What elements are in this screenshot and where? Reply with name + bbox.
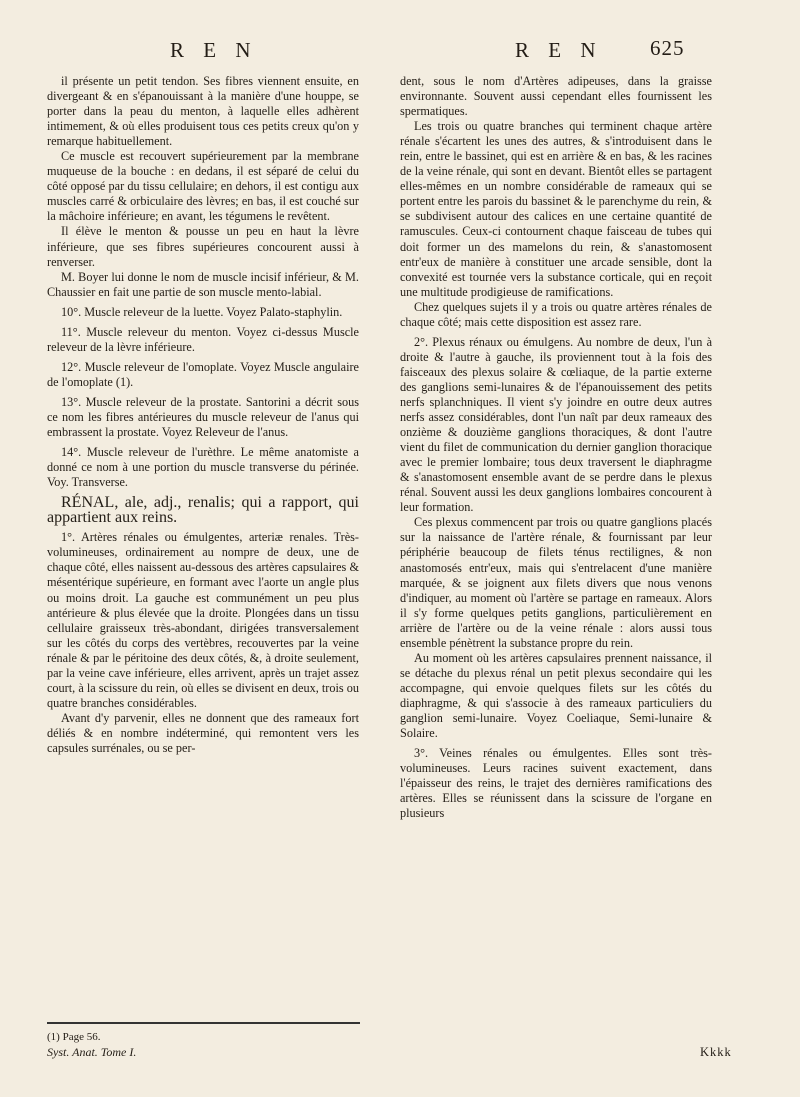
footnote: (1) Page 56. — [47, 1031, 101, 1043]
entry-muscle-prostate: 13°. Muscle releveur de la prostate. Santorini a décrit sous ce nom les fibres antérieures du muscle releveur de l'anus qui embrassent la prostate. Voyez Releveur de l'anus. — [47, 394, 359, 440]
catchword: Kkkk — [700, 1045, 732, 1059]
signature-mark: Syst. Anat. Tome I. — [47, 1045, 137, 1059]
paragraph: Chez quelques sujets il y a trois ou quatre artères rénales de chaque côté; mais cette disposition est assez rare. — [400, 299, 712, 329]
paragraph: M. Boyer lui donne le nom de muscle incisif inférieur, & M. Chaussier en fait une partie de son muscle mento-labial. — [47, 269, 359, 299]
entry-veines-renales: 3°. Veines rénales ou émulgentes. Elles sont très-volumineuses. Leurs racines suivent exactement, dans l'épaisseur des reins, le trajet des dernières ramifications des artères. Elles se réunissent dans la scissure de l'organe en plusieurs — [400, 746, 712, 821]
footnote-rule — [47, 1022, 360, 1024]
right-running-head: R E N — [515, 38, 603, 62]
paragraph: Ces plexus commencent par trois ou quatre ganglions placés sur la naissance de l'artère rénale, & fournissant par leur périphérie beaucoup de filets ténus rectilignes, & non anastomosés entr'eux, mais qui s'entrelacent d'une manière marquée, & se joignent aux filets divers que nous venons d'indiquer, au moment où l'artère se partage en rameaux. Alors il s'y forme quelques petits ganglions, particulièrement en arrière de l'artère ou de la veine rénale : alors aussi tous ensemble pénètrent la substance propre du rein. — [400, 515, 712, 650]
left-running-head: R E N — [170, 38, 258, 62]
entry-muscle-urethre: 14°. Muscle releveur de l'urèthre. Le même anatomiste a donné ce nom à une portion du muscle transverse du périnée. Voy. Transverse. — [47, 445, 359, 490]
entry-arteres-renales: 1°. Artères rénales ou émulgentes, arteriæ renales. Très-volumineuses, ordinairement au nompre de deux, une de chaque côté, elles naissent au-dessous des artères capsulaires & mésentérique supérieure, en formant avec l'aorte un angle plus ou moins droit. La gauche est communément un peu plus antérieure & plus élevée que la droite. Plongées dans un tissu cellulaire graisseux très-abondant, dirigées transversalement sur les côtés du corps des vertèbres, recouvertes par la veine rénale & par le péritoine des deux côtés, &, à droite seulement, par la veine cave inférieure, elles arrivent, après un trajet assez court, à la scissure du rein, où elles se divisent en deux, trois ou quatre branches considérables. — [47, 530, 359, 710]
paragraph: il présente un petit tendon. Ses fibres viennent ensuite, en divergeant & en s'épanouissant à la manière d'une houppe, se porter dans la peau du menton, à laquelle elles adhèrent intimement, & où elles produisent tous ces petits creux qu'on y remarque habituellement. — [47, 74, 359, 149]
paragraph: dent, sous le nom d'Artères adipeuses, dans la graisse environnante. Souvent aussi cependant elles fournissent les spermatiques. — [400, 74, 712, 119]
paragraph: Au moment où les artères capsulaires prennent naissance, il se détache du plexus rénal un petit plexus secondaire qui les accompagne, qui envoie quelques filets sur les côtés du diaphragme, & qui s'associe à des rameaux particuliers du ganglion semi-lunaire. Voyez Coeliaque, Semi-lunaire & Solaire. — [400, 650, 712, 741]
paragraph: Les trois ou quatre branches qui terminent chaque artère rénale s'écartent les unes des autres, & s'introduisent dans le rein, entre le bassinet, qui est en arrière & en bas, & les racines de la veine rénale, qui sont en devant. Bientôt elles se partagent elles-mêmes en un nombre considérable de rameaux qui se portent entre les parois du bassinet & le parenchyme du rein, & se subdivisent autour des calices en une certaine quantité de ramuscules. Ceux-ci contournent chaque faisceau de tubes qui doit former un des mamelons du rein, & s'anastomosent entr'eux de manière à constituer une arcade sensible, dont la convexité est tournée vers la substance corticale, qui en reçoit une multitude prodigieuse de ramifications. — [400, 119, 712, 299]
headword-renal: RÉNAL, ale, adj., renalis; qui a rapport, qui appartient aux reins. — [47, 494, 359, 527]
entry-muscle-menton: 11°. Muscle releveur du menton. Voyez ci-dessus Muscle releveur de la lèvre inférieure. — [47, 324, 359, 354]
paragraph: Avant d'y parvenir, elles ne donnent que des rameaux fort déliés & en nombre indéterminé, qui remontent vers les capsules surrénales, ou se per- — [47, 710, 359, 755]
right-column — [400, 74, 712, 821]
entry-plexus-renaux: 2°. Plexus rénaux ou émulgens. Au nombre de deux, l'un à droite & l'autre à gauche, ils proviennent tout à la fois des faisceaux des plexus solaire & cœliaque, de la partie externe des ganglions semi-lunaires & de l'épanouissement des petits nerfs splanchniques. Il vient s'y joindre en outre deux autres nerfs assez considérables, dont l'un naît par deux rameaux des onzième & douzième ganglions thoraciques, & dont l'autre vient du filet de communication du dernier ganglion thoracique avec le premier lombaire; tous deux traversent le diaphragme & s'anastomosent ensemble avant de se perdre dans le plexus rénal. Souvent aussi les deux ganglions lombaires concourent à leur formation. — [400, 334, 712, 515]
entry-muscle-luette: 10°. Muscle releveur de la luette. Voyez Palato-staphylin. — [61, 304, 343, 319]
left-column — [47, 74, 359, 756]
entry-muscle-omoplate: 12°. Muscle releveur de l'omoplate. Voyez Muscle angulaire de l'omoplate (1). — [47, 359, 359, 389]
page-number: 625 — [650, 36, 685, 60]
paragraph: Il élève le menton & pousse un peu en haut la lèvre inférieure, que ses fibres supérieures concourent aussi à renverser. — [47, 224, 359, 269]
paragraph: Ce muscle est recouvert supérieurement par la membrane muqueuse de la bouche : en dedans, il est séparé de celui du côté opposé par du tissu cellulaire; en dehors, il est contigu aux muscles carré & orbiculaire des lèvres; en bas, il est couché sur la mâchoire inférieure; en avant, les tégumens le revêtent. — [47, 149, 359, 224]
